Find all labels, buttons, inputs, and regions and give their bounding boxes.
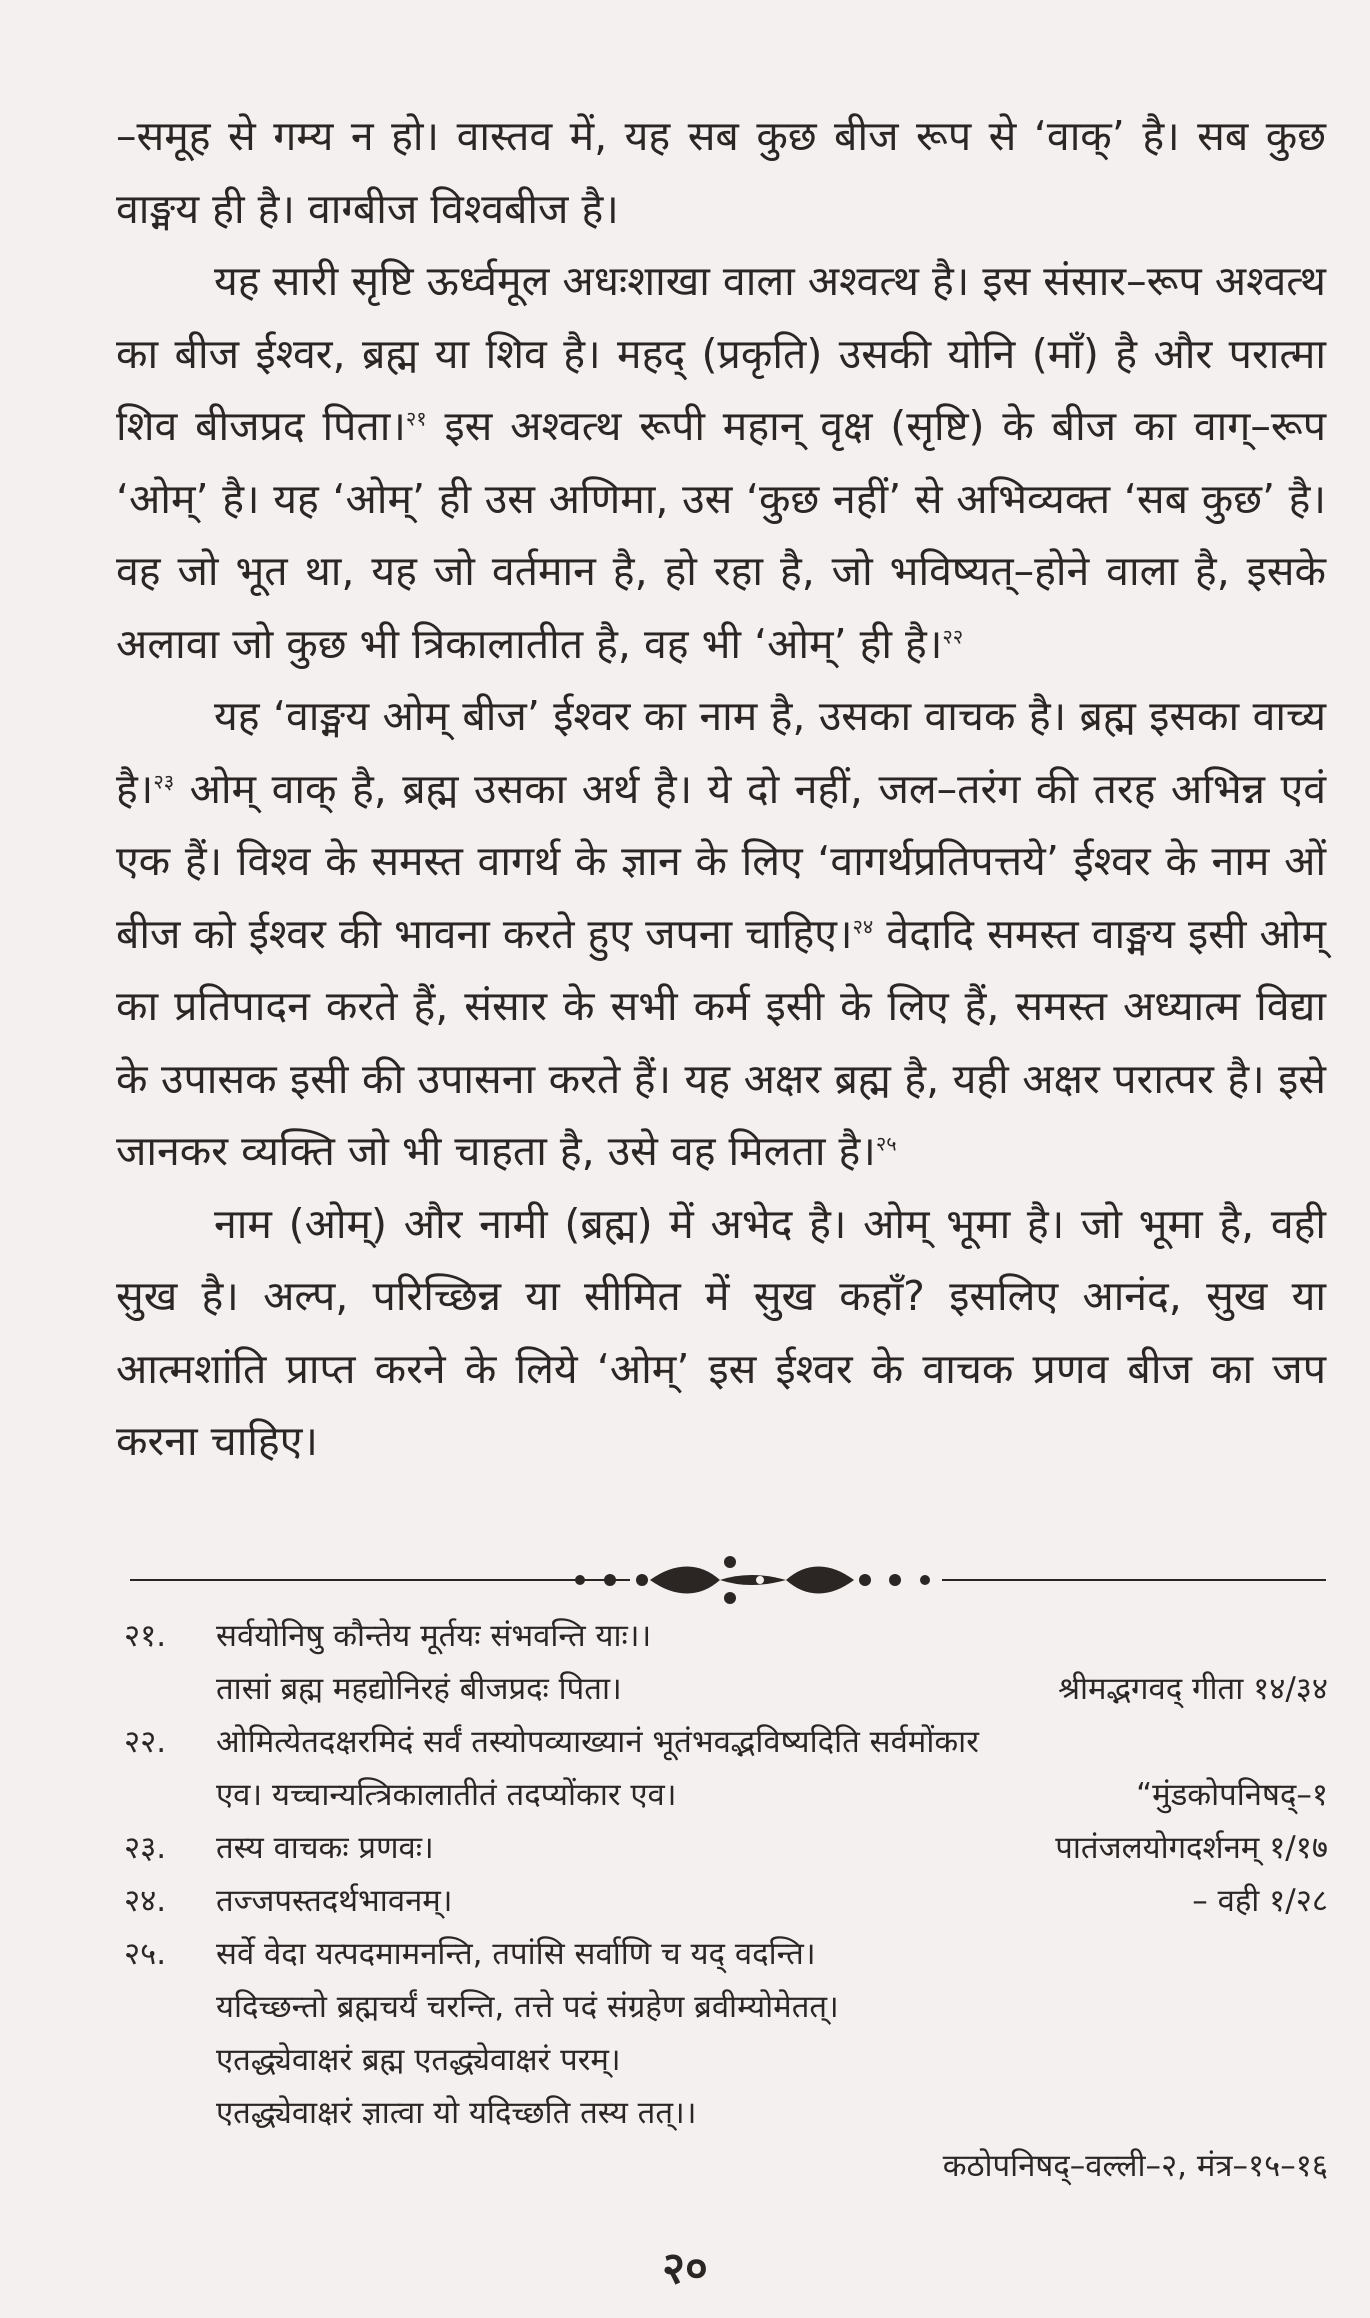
footnotes	[124, 1610, 1328, 2193]
paragraph-3-text-c: वेदादि समस्त वाङ्मय इसी ओम् का प्रतिपादन करते हैं, संसार के सभी कर्म इसी के लिए हैं, समस्त अध्यात्म विद्या के उपासक इसी की उपासना करते हैं। यह अक्षर ब्रह्म है, यही अक्षर परात्पर है। इसे जानकर व्यक्ति जो भी चाहता है, उसे वह मिलता है।	[116, 909, 1326, 1175]
footnote-source: – वही १/२८	[1192, 1883, 1328, 1919]
ornament-divider	[130, 1540, 1326, 1620]
footnote-verse-line: ओमित्येतदक्षरमिदं सर्वं तस्योपव्याख्यानं भूतंभवद्भविष्यदिति सर्वमोंकार	[216, 1724, 979, 1760]
footnote-verse-line: एतद्ध्येवाक्षरं ब्रह्म एतद्ध्येवाक्षरं परम्।	[216, 2042, 621, 2078]
footnote-ref-23[interactable]: २३	[153, 768, 175, 793]
paragraph-3	[116, 680, 1326, 1188]
paragraph-4-text: नाम (ओम्) और नामी (ब्रह्म) में अभेद है। ओम् भूमा है। जो भूमा है, वही सुख है। अल्प, परिच्छिन्न या सीमित में सुख कहाँ? इसलिए आनंद, सुख या आत्मशांति प्राप्त करने के लिये ‘ओम्’ इस ईश्वर के वाचक प्रणव बीज का जप करना चाहिए।	[116, 1199, 1326, 1465]
footnote-number: २३.	[124, 1830, 167, 1866]
footnote-verse-line: तज्जपस्तदर्थभावनम्।	[216, 1883, 453, 1919]
footnote-source: पातंजलयोगदर्शनम् १/१७	[1055, 1830, 1328, 1866]
paragraph-3-text-a: यह ‘वाङ्मय ओम् बीज’ ईश्वर का नाम है, उसका वाचक है। ब्रह्म इसका वाच्य है।	[116, 692, 1326, 813]
footnote-source: “मुंडकोपनिषद्–१	[1136, 1777, 1328, 1813]
page-number: २०	[662, 2243, 708, 2294]
paragraph-4	[116, 1188, 1326, 1478]
paragraph-2	[116, 245, 1326, 680]
footnote-ref-21[interactable]: २१	[405, 406, 427, 431]
footnote-number: २४.	[124, 1883, 167, 1919]
footnote-verse-line: तस्य वाचकः प्रणवः।	[216, 1830, 434, 1866]
paragraph-1	[116, 100, 1326, 245]
paragraph-3-text-b: ओम् वाक् है, ब्रह्म उसका अर्थ है। ये दो नहीं, जल–तरंग की तरह अभिन्न एवं एक हैं। विश्व के समस्त वागर्थ के ज्ञान के लिए ‘वागर्थप्रतिपत्तये’ ईश्वर के नाम ओं बीज को ईश्वर की भावना करते हुए जपना चाहिए।	[116, 764, 1326, 958]
paragraph-1-text: –समूह से गम्य न हो। वास्तव में, यह सब कुछ बीज रूप से ‘वाक्’ है। सब कुछ वाङ्मय ही है। वाग्बीज विश्वबीज है।	[116, 112, 1326, 233]
footnote-source: श्रीमद्भगवद् गीता १४/३४	[1058, 1671, 1328, 1707]
footnote-ref-25[interactable]: २५	[875, 1131, 897, 1156]
footnote-number: २२.	[124, 1724, 167, 1760]
footnote-verse-line: तासां ब्रह्म महद्योनिरहं बीजप्रदः पिता।	[216, 1671, 622, 1707]
footnote-23	[124, 1822, 1328, 1875]
footnote-verse-line: सर्वे वेदा यत्पदमामनन्ति, तपांसि सर्वाणि च यद् वदन्ति।	[216, 1936, 816, 1972]
footnote-22	[124, 1716, 1328, 1822]
footnote-number: २१.	[124, 1618, 167, 1654]
footnote-24	[124, 1875, 1328, 1928]
footnote-number: २५.	[124, 1936, 167, 1972]
main-text	[116, 100, 1326, 1478]
footnote-25	[124, 1928, 1328, 2193]
footnote-ref-24[interactable]: २४	[852, 913, 874, 938]
footnote-ref-22[interactable]: २२	[942, 623, 964, 648]
paragraph-2-text-a: यह सारी सृष्टि ऊर्ध्वमूल अधःशाखा वाला अश्वत्थ है। इस संसार–रूप अश्वत्थ का बीज ईश्वर, ब्रह्म या शिव है। महद् (प्रकृति) उसकी योनि (माँ) है और परात्मा शिव बीजप्रद पिता।	[116, 257, 1326, 450]
footnote-source: कठोपनिषद्–वल्ली–२, मंत्र–१५–१६	[942, 2148, 1328, 2184]
footnote-verse-line: एतद्ध्येवाक्षरं ज्ञात्वा यो यदिच्छति तस्य तत्।।	[216, 2095, 697, 2131]
paragraph-2-text-b: इस अश्वत्थ रूपी महान् वृक्ष (सृष्टि) के बीज का वाग्–रूप ‘ओम्’ है। यह ‘ओम्’ ही उस अणिमा, उस ‘कुछ नहीं’ से अभिव्यक्त ‘सब कुछ’ है। वह जो भूत था, यह जो वर्तमान है, हो रहा है, जो भविष्यत्–होने वाला है, इसके अलावा जो कुछ भी त्रिकालातीत है, वह भी ‘ओम्’ ही है।	[116, 402, 1326, 668]
footnote-verse-line: सर्वयोनिषु कौन्तेय मूर्तयः संभवन्ति याः।।	[216, 1618, 652, 1654]
footnote-21	[124, 1610, 1328, 1716]
footnote-verse-line: यदिच्छन्तो ब्रह्मचर्यं चरन्ति, तत्ते पदं संग्रहेण ब्रवीम्योमेतत्।	[216, 1989, 839, 2025]
footnote-verse-line: एव। यच्चान्यत्त्रिकालातीतं तदप्योंकार एव।	[216, 1777, 677, 1813]
